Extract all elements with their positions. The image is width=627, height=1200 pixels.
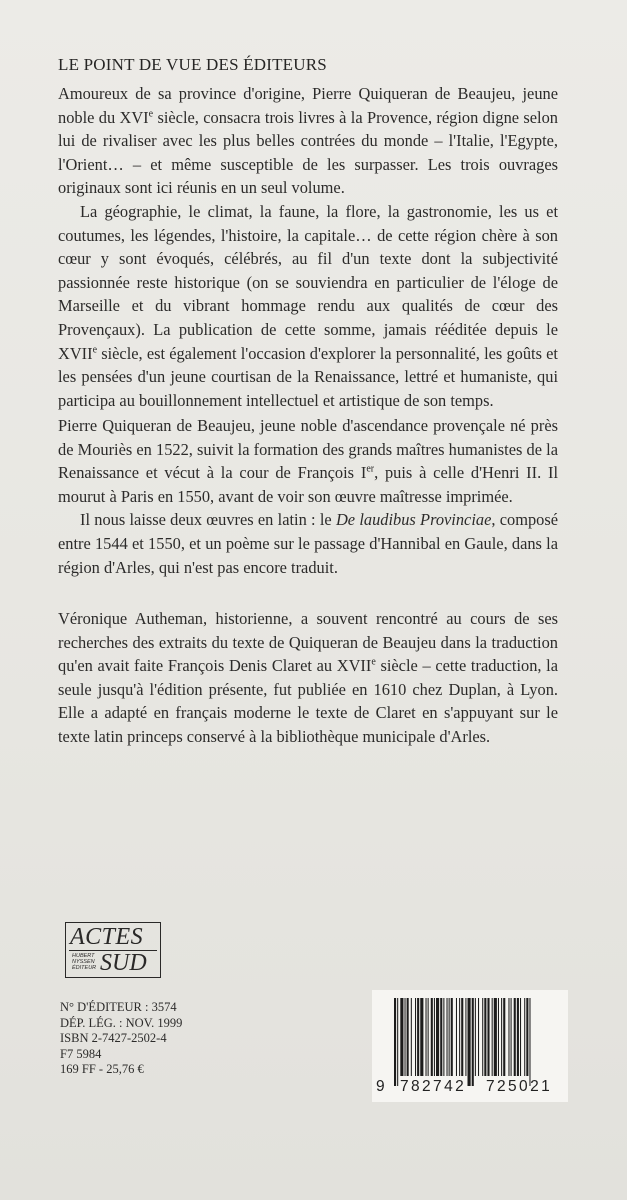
barcode-bar [478, 998, 479, 1076]
barcode-bar [508, 998, 509, 1076]
barcode-bar [529, 998, 530, 1086]
publisher-logo [65, 922, 161, 978]
barcode-bar [415, 998, 416, 1076]
barcode-bar [482, 998, 483, 1076]
barcode-bar [426, 998, 427, 1076]
barcode-bar [465, 998, 466, 1076]
barcode-bar [517, 998, 519, 1076]
barcode-bar [487, 998, 489, 1076]
paragraph-presentation [58, 82, 558, 412]
barcode-digit-first: 9 [376, 1078, 385, 1095]
paragraph-translator [58, 607, 558, 749]
barcode-bar [411, 998, 412, 1076]
barcode-bar [514, 998, 516, 1076]
barcode-bar [420, 998, 423, 1076]
barcode-bar [503, 998, 505, 1076]
barcode-bar [428, 998, 429, 1076]
barcode-bar [472, 998, 474, 1086]
p2-text-a: Pierre Quiqueran de Beaujeu, jeune noble d'ascendance provençale né près de Mouriès en 1522, suivit la formation des grands maîtres humanistes de la Renaissance et vécut à la cour de François I [58, 416, 558, 483]
barcode-bar [526, 998, 528, 1076]
paragraph-author [58, 414, 558, 579]
barcode-bar [524, 998, 525, 1076]
p1-text-c: La géographie, le climat, la faune, la flore, la gastronomie, les us et coutumes, les légendes, l'histoire, la capitale… de cette région chère à son cœur y sont évoqués, célébrés, au fil d'un texte dont la subjectivité passionnée reste historique (on se souviendra en particulier de l'éloge de Marseille et du vibrant hommage rendu aux qualités de cœur des Provençaux). La publication de cette somme, jamais rééditée depuis le XVII [58, 201, 558, 363]
barcode-bar [456, 998, 457, 1076]
barcode-bar [431, 998, 433, 1076]
barcode-bar [484, 998, 486, 1076]
barcode-bar [475, 998, 476, 1076]
barcode-bar [459, 998, 460, 1076]
barcode-bar [511, 998, 512, 1076]
catalog-code: F7 5984 [60, 1046, 102, 1061]
p2-title-italic: De laudibus Provinciae [335, 510, 492, 530]
logo-actes: ACTES [70, 924, 144, 950]
barcode-bar [394, 998, 396, 1086]
barcode-bar [407, 998, 409, 1076]
barcode-bars [372, 990, 568, 1090]
legal-deposit: DÉP. LÉG. : NOV. 1999 [60, 1015, 183, 1030]
barcode-digits-left: 782742 [400, 1078, 467, 1095]
barcode-digits [372, 1078, 568, 1098]
p3-text-b: siècle – cette traduction, la seule jusqu'à l'édition présente, fut publiée en 1610 chez Duplan, à Lyon. Elle a adapté en français moderne le texte de Claret en s'appuyant sur le texte latin princeps conservé à la bibliothèque municipale d'Arles. [58, 656, 558, 746]
p2-sup-a: er [366, 463, 375, 475]
barcode-bar [443, 998, 444, 1076]
p3-sup-a: e [371, 656, 376, 668]
p2-text-d: , composé entre 1544 et 1550, et un poème sur le passage d'Hannibal en Gaule, dans la région d'Arles, qui n'est pas encore traduit. [58, 510, 558, 577]
barcode-bar [417, 998, 419, 1076]
isbn: ISBN 2-7427-2502-4 [60, 1031, 167, 1046]
p1-text-b: siècle, consacra trois livres à la Provence, région digne selon lui de rivaliser avec les plus belles contrées du monde – l'Italie, l'Egypte, l'Orient… – et même susceptible de les surpasser. Les trois ouvrages originaux sont ici réunis en un seul volume. [58, 107, 559, 198]
barcode-bar [520, 998, 521, 1076]
editor-number: N° D'ÉDITEUR : 3574 [60, 1000, 177, 1014]
barcode-bar [492, 998, 493, 1076]
p1-sup-a: e [148, 108, 154, 120]
barcode-digits-right: 725021 [486, 1078, 553, 1095]
p2-text-b: , puis à celle d'Henri II. Il mourut à Paris en 1550, avant de voir son œuvre maîtresse imprimée. [58, 463, 558, 506]
logo-sud: SUD [100, 950, 147, 976]
barcode-bar [468, 998, 471, 1086]
barcode-bar [434, 998, 435, 1076]
barcode-bar [440, 998, 442, 1076]
section-heading: LE POINT DE VUE DES ÉDITEURS [58, 55, 327, 74]
barcode-bar [405, 998, 406, 1076]
p1-sup-c: e [92, 344, 98, 356]
p3-text-a: Véronique Autheman, historienne, a souvent rencontré au cours de ses recherches des extraits du texte de Quiqueran de Beaujeu dans la traduction qu'en avait faite François Denis Claret au XVII [58, 609, 558, 676]
barcode-bar [461, 998, 463, 1076]
p1-text-a: Amoureux de sa province d'origine, Pierre Quiqueran de Beaujeu, jeune noble du XVI [58, 84, 558, 127]
isbn-barcode [372, 990, 568, 1102]
barcode-bar [501, 998, 502, 1076]
barcode-bar [447, 998, 448, 1076]
publication-info [60, 1000, 280, 1078]
barcode-bar [449, 998, 450, 1076]
barcode-bar [494, 998, 497, 1076]
barcode-bar [397, 998, 398, 1086]
p2-text-c: Il nous laisse deux œuvres en latin : le [80, 510, 336, 530]
barcode-bar [400, 998, 403, 1076]
logo-hubert-nyssen: HUBERT NYSSEN ÉDITEUR [72, 953, 97, 971]
barcode-bar [498, 998, 499, 1076]
barcode-bar [451, 998, 453, 1076]
p1-text-d: siècle, est également l'occasion d'explorer la personnalité, les goûts et les pensées d'un jeune courtisan de la Renaissance, lettré et humaniste, qui participa au bouillonnement intellectuel et artistique de son temps. [58, 343, 558, 410]
price: 169 FF - 25,76 € [60, 1062, 144, 1077]
barcode-bar [436, 998, 439, 1076]
